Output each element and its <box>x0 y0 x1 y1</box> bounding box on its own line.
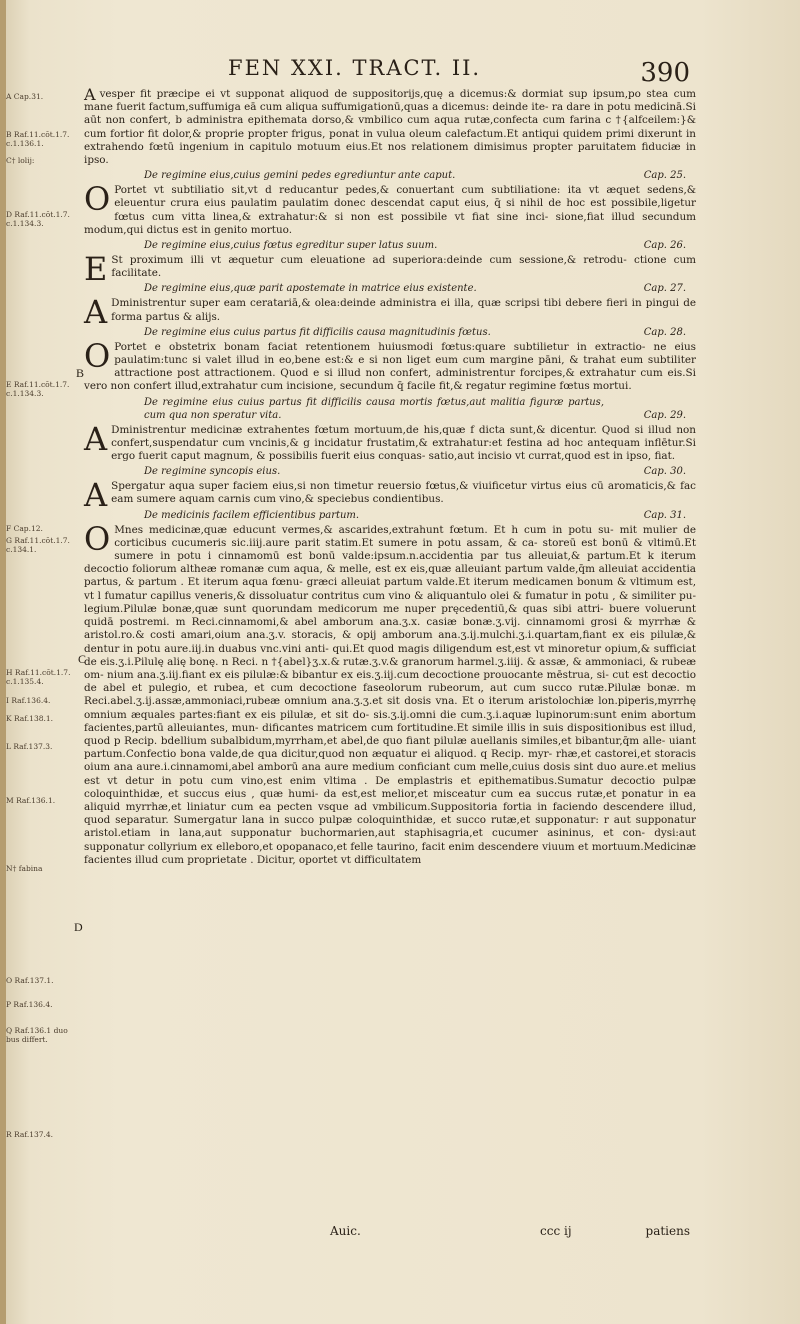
drop-cap: E <box>84 250 108 289</box>
chapter-heading <box>84 396 696 423</box>
margin-note: A Cap.31. <box>6 92 44 101</box>
drop-cap: A <box>84 85 96 104</box>
paragraph-text: Mnes medicinæ,quæ educunt vermes,& ascarides,extrahunt fœtum. Et h cum in potu su- mit mulier de corticibus cucumeris sic.iiij.aure parit statim.Et sumere in potu assam, & ca- storeū est bonū & vltimū.Et sumere in potu i cinnamomū est bonū valde:ipsum.n.accidentia par tus alleuiat,& partum.Et k iterum decoctio foliorum altheæ romanæ cum aqua, & melle, est ex eis,quæ alleuiant partum valde,q̄m alleuiat accidentia partus, & partum . Et iterum aqua fœnu- græci alleuiat partum valde.Et iterum medicamen bonum & vltimum est, vt l fumatur capillus veneris,& dissoluatur contritus cum vino & aliquantulo olei & fumatur in potu , & similiter pu- legium.Pilulæ bonæ,quæ sunt quorundam medicorum me nuper pręcedentiū,& quas sibi attri- buere voluerunt quidā postremi. m Reci.cinnamomi,& abel amborum ana.ʒ.x. casiæ bonæ.ʒ.vij. cinnamomi grosi & myrrhæ & aristol.ro.& costi amari,oium ana.ʒ.v. storacis, & opij amborum ana.ʒ.ij.mulchi.ʒ.i.quartam,fiant ex eis pilulæ,& dentur in potu aure.iij.in duabus vnc.vini anti- qui.Et quod magis diligendum est,est vt minoretur opium,& sufficiat de eis.ʒ.i.Pilulę alię bonę. n Reci. n †{abel}ʒ.x.& rutæ.ʒ.v.& granorum harmel.ʒ.iiij. & assæ, & ammoniaci, & rubeæ om- nium ana.ʒ.iij.fiant ex eis pilulæ:& bibantur ex eis.ʒ.iij.cum decoctione prouocante mēstrua, si- cut est decoctio de abel et pulegio, et rubea, et cum decoctione faseolorum rubeorum, aut cum succo rutæ.Pilulæ bonæ. m Reci.abel.ʒ.ij.assæ,ammoniaci,rubeæ omnium ana.ʒ.ʒ.et sit dosis vna. Et o iterum aristolochiæ lon.piperis,myrrhę omnium æquales partes:fiant ex eis pilulæ, et sit do- sis.ʒ.ij.omni die cum.ʒ.i.aquæ lupinorum:sunt enim abortum facientes,partū alleuiantes, mun- dificantes matricem cum fortitudine.Et simile illis in suis dispositionibus est illud, quod p Recip. bdellium subalbidum,myrrham,et abel,de quo fiant pilulæ auellanis similes,et bibantur,q̄m alle- uiant partum.Confectio bona valde,de qua dicitur,quod non æquatur ei aliquod. q Recip. myr- rhæ,et castorei,et storacis oium ana aure.i.cinnamomi,abel amborū ana aure medium conficiant cum melle,cuius dosis sint duo aure.et melius est vt detur in potu cum vino,est enim vltima . De emplastris et epithematibus.Sumatur decoctio pulpæ coloquinthidæ, et succus eius , quæ humi- da est,est melior,et misceatur cum ea succus rutæ,et ponatur in ea aliquid myrrhæ,et liniatur cum ea pecten vsque ad vmbilicum.Suppositoria fortia in faciendo descendere illud, quod separatur. Sumergatur lana in succo pulpæ coloquinthidæ, et succo rutæ,et supponatur: r aut supponatur aristol.etiam in lana,aut supponatur buchormarien,aut staphisagria,et cucumer asininus, et con- dysi:aut supponatur collyrium ex elleboro,et opopanaco,et felle taurino, facit enim descendere viuum et mortuum.Medicinæ facientes illud cum proprietate . Dicitur, oportet vt difficultatem <box>84 523 696 866</box>
drop-cap: O <box>84 336 111 375</box>
paragraph-text: Portet vt subtiliatio sit,vt d reducantur pedes,& conuertant cum subtiliatione: ita vt æquet sedens,& eleuentur crura eius paulatim paulatim donec descendat caput eius, q̄ si nihil de hoc est possibile,ligetur fœtus cum vitta linea,& extrahatur:& si non est possibile vt fiat sine inci- sione,fiat illud secundum modum,qui dictus est in genito mortuo. <box>84 184 696 236</box>
chapter-rubric: De regimine eius cuius partus fit difficilis causa mortis fœtus,aut malitia figuræ partus, cum qua non speratur vita. <box>144 396 604 421</box>
running-title: FEN XXI. TRACT. II. <box>228 56 482 80</box>
paragraph-text: Dministrentur medicinæ extrahentes fœtum mortuum,de his,quæ f dicta sunt,& dicentur. Quod si illud non confert,suspendatur cum vncinis,& g incidatur frustatim,& extrahatur:et festina ad hoc antequam inflētur.Si ergo fuerit caput magnum, & possibilis fuerit eius conquas- satio,aut incisio vt currat,quod est in ipso, fiat. <box>111 423 696 463</box>
margin-note: C† lolij: <box>6 156 35 165</box>
margin-note: D Raf.11.cōt.1.7. c.1.134.3. <box>6 210 70 228</box>
page-header <box>220 52 690 92</box>
drop-cap: A <box>84 476 108 515</box>
catchword-right: patiens <box>645 1224 690 1238</box>
chapter-rubric: De regimine eius,quæ parit apostemate in matrice eius existente. <box>144 283 477 295</box>
chapter-heading <box>84 326 696 340</box>
paragraph <box>84 180 696 237</box>
chapter-number: Cap. 31. <box>643 509 686 521</box>
chapter-number: Cap. 28. <box>643 326 686 338</box>
catchword-left: Auic. <box>330 1224 361 1238</box>
chapter-number: Cap. 27. <box>643 283 686 295</box>
section-letter: D <box>74 920 83 934</box>
chapter-heading <box>84 282 696 296</box>
section-letter: C <box>78 652 87 666</box>
margin-note: P Raf.136.4. <box>6 1000 53 1009</box>
margin-note: K Raf.138.1. <box>6 714 54 723</box>
chapter-number: Cap. 25. <box>643 170 686 182</box>
margin-note: N† fabina <box>6 864 43 873</box>
margin-note: H Raf.11.cōt.1.7. c.1.135.4. <box>6 668 71 686</box>
margin-note: Q Raf.136.1 duo bus differt. <box>6 1026 68 1044</box>
margin-note: F Cap.12. <box>6 524 43 533</box>
paragraph <box>84 85 696 167</box>
chapter-heading <box>84 239 696 253</box>
margin-note: M Raf.136.1. <box>6 796 56 805</box>
paragraph-text: vesper fit præcipe ei vt supponat aliquod de suppositorijs,quę a dicemus:& dormiat sup ipsum,po stea cum mane fuerit factum,suffumiga eā cum aliqua suffumigationū,quas a dicemus: deinde ite- ra dare in potu medicinā.Si aūt non confert, b administra epithemata dorso,& vmbilico cum aqua rutæ,confecta cum farina c †{alfceilem:}& cum fortior fit dolor,& proprie propter frigus, ponat in vulua oleum calefactum.Et antiqui quidem primi dixerunt in extrahendo fœtū ingenium in capitulo motuum eius.Et nos relationem dimisimus propter paruitatem fiduciæ in ipso. <box>84 88 696 167</box>
section-letter: B <box>76 366 85 380</box>
margin-note: B Raf.11.cōt.1.7. c.1.136.1. <box>6 130 70 148</box>
margin-note: O Raf.137.1. <box>6 976 54 985</box>
drop-cap: O <box>84 519 111 558</box>
paragraph-text: Dministrentur super eam ceratariā,& olea:deinde administra ei illa, quæ scripsi tibi debere fieri in pingui de forma partus & alijs. <box>111 297 696 323</box>
paragraph <box>84 336 696 394</box>
chapter-rubric: De regimine eius,cuius gemini pedes egrediuntur ante caput. <box>144 170 456 182</box>
chapter-rubric: De regimine eius cuius partus fit difficilis causa magnitudinis fœtus. <box>144 326 491 338</box>
chapter-heading <box>84 169 696 183</box>
signature-mark: ccc ij <box>540 1224 572 1238</box>
folio-number: 390 <box>640 58 690 88</box>
chapter-rubric: De regimine syncopis eius. <box>144 466 281 478</box>
chapter-number: Cap. 26. <box>643 240 686 252</box>
margin-note: I Raf.136.4. <box>6 696 51 705</box>
margin-note: G Raf.11.cōt.1.7. c.134.1. <box>6 536 70 554</box>
drop-cap: A <box>84 293 108 332</box>
margin-note: R Raf.137.4. <box>6 1130 54 1139</box>
chapter-rubric: De regimine eius,cuius fœtus egreditur super latus suum. <box>144 240 438 252</box>
margin-note: E Raf.11.cōt.1.7. c.1.134.3. <box>6 380 70 398</box>
paragraph-text: Portet e obstetrix bonam faciat retentionem huiusmodi fœtus:quare subtilietur in extractio- ne eius paulatim:tunc si valet illud in eo,bene est:& e si non liget eum cum margine pāni, & trahat eum subtiliter attractione post attractionem. Quod e si illud non confert, administrentur forcipes,& extrahatur cum eis.Si vero non confert illud,extrahatur cum incisione, secundum q̄ facile fit,& regatur regimine fœtus mortui. <box>84 340 696 393</box>
paragraph <box>84 519 696 867</box>
chapter-number: Cap. 30. <box>643 466 686 478</box>
chapter-number: Cap. 29. <box>643 409 686 421</box>
chapter-heading <box>84 465 696 479</box>
margin-note: L Raf.137.3. <box>6 742 53 751</box>
margin-notes <box>6 90 78 1190</box>
paragraph-text: Spergatur aqua super faciem eius,si non timetur reuersio fœtus,& viuificetur virtus eius cū aromaticis,& fac eam sumere aquam carnis cum vino,& speciebus condientibus. <box>111 480 696 506</box>
paragraph-text: St proximum illi vt æquetur cum eleuatione ad superiora:deinde cum sessione,& retrodu- ctione cum facilitate. <box>111 254 696 280</box>
page-footer <box>330 1224 690 1242</box>
chapter-heading <box>84 509 696 523</box>
paragraph <box>84 419 696 464</box>
drop-cap: O <box>84 180 111 219</box>
main-text <box>84 85 696 1238</box>
drop-cap: A <box>84 419 108 458</box>
chapter-rubric: De medicinis facilem efficientibus partum. <box>144 509 360 521</box>
